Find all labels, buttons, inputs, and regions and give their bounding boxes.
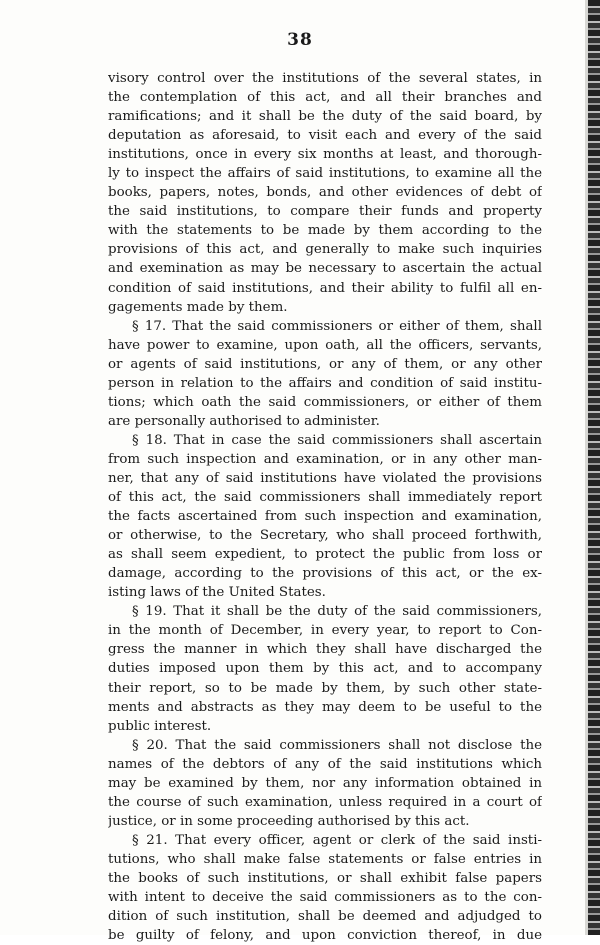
text-line: condition of said institutions, and their ability to fulfil all en- [108,280,542,296]
text-line: may be examined by them, nor any information obtained in [108,775,542,791]
text-line: with the statements to be made by them according to the [108,223,542,239]
text-line: ramifications; and it shall be the duty of the said board, by [108,109,542,125]
text-line: their report, so to be made by them, by such other state- [108,680,542,696]
text-line: person in relation to the affairs and condition of said institu- [108,375,542,391]
text-line: the facts ascertained from such inspection and examination, [108,509,542,525]
text-line: from such inspection and examination, or in any other man- [108,451,542,467]
text-line: justice, or in some proceeding authorised by this act. [108,813,470,829]
text-line: damage, according to the provisions of this act, or the ex- [108,566,542,582]
text-line: in the month of December, in every year, to report to Con- [108,623,542,639]
text-line: the contemplation of this act, and all their branches and [108,90,542,106]
text-line: deputation as aforesaid, to visit each and every of the said [108,128,542,144]
text-line: with intent to deceive the said commissioners as to the con- [108,890,542,906]
text-line: duties imposed upon them by this act, and to accompany [108,661,542,677]
text-line: ner, that any of said institutions have violated the provisions [108,470,542,486]
book-binding-edge [588,0,600,935]
text-line: institutions, once in every six months at least, and thorough- [108,147,542,163]
body-text [108,69,542,945]
text-line: ments and abstracts as they may deem to be useful to the [108,699,542,715]
text-line: be guilty of felony, and upon conviction thereof, in due [108,928,542,944]
text-line: gagements made by them. [108,299,288,315]
text-line: the books of such institutions, or shall exhibit false papers [108,870,542,886]
text-line: visory control over the institutions of the several states, in [108,71,542,86]
text-line: § 18. That in case the said commissioners shall ascertain [132,432,542,448]
text-line: are personally authorised to administer. [108,413,380,429]
text-line: as shall seem expedient, to protect the public from loss or [108,547,542,563]
text-line: § 21. That every officer, agent or clerk of the said insti- [132,832,542,848]
text-line: have power to examine, upon oath, all the officers, servants, [108,337,542,353]
text-line: gress the manner in which they shall have discharged the [108,642,542,658]
text-line: of this act, the said commissioners shall immediately report [108,490,542,506]
text-line: and exemination as may be necessary to ascertain the actual [108,261,542,277]
text-line: tutions, who shall make false statements or false entries in [108,851,542,867]
text-line: tions; which oath the said commissioners, or either of them [108,394,542,410]
text-line: § 20. That the said commissioners shall not disclose the [132,737,542,753]
text-line: § 17. That the said commissioners or either of them, shall [132,318,542,334]
text-line: public interest. [108,718,212,734]
text-line: the course of such examination, unless required in a court of [108,794,542,810]
page-number: 38 [287,30,313,50]
text-line: names of the debtors of any of the said institutions which [108,756,542,772]
text-line: or otherwise, to the Secretary, who shall proceed forthwith, [108,528,542,544]
text-line: the said institutions, to compare their funds and property [108,204,542,220]
text-line: dition of such institution, shall be deemed and adjudged to [108,909,542,925]
text-line: ly to inspect the affairs of said institutions, to examine all the [108,166,542,182]
text-line: provisions of this act, and generally to make such inquiries [108,242,542,258]
text-line: books, papers, notes, bonds, and other evidences of debt of [108,185,542,201]
text-line: isting laws of the United States. [108,585,326,601]
text-line: or agents of said institutions, or any of them, or any other [108,356,542,372]
text-line: § 19. That it shall be the duty of the said commissioners, [132,604,542,620]
